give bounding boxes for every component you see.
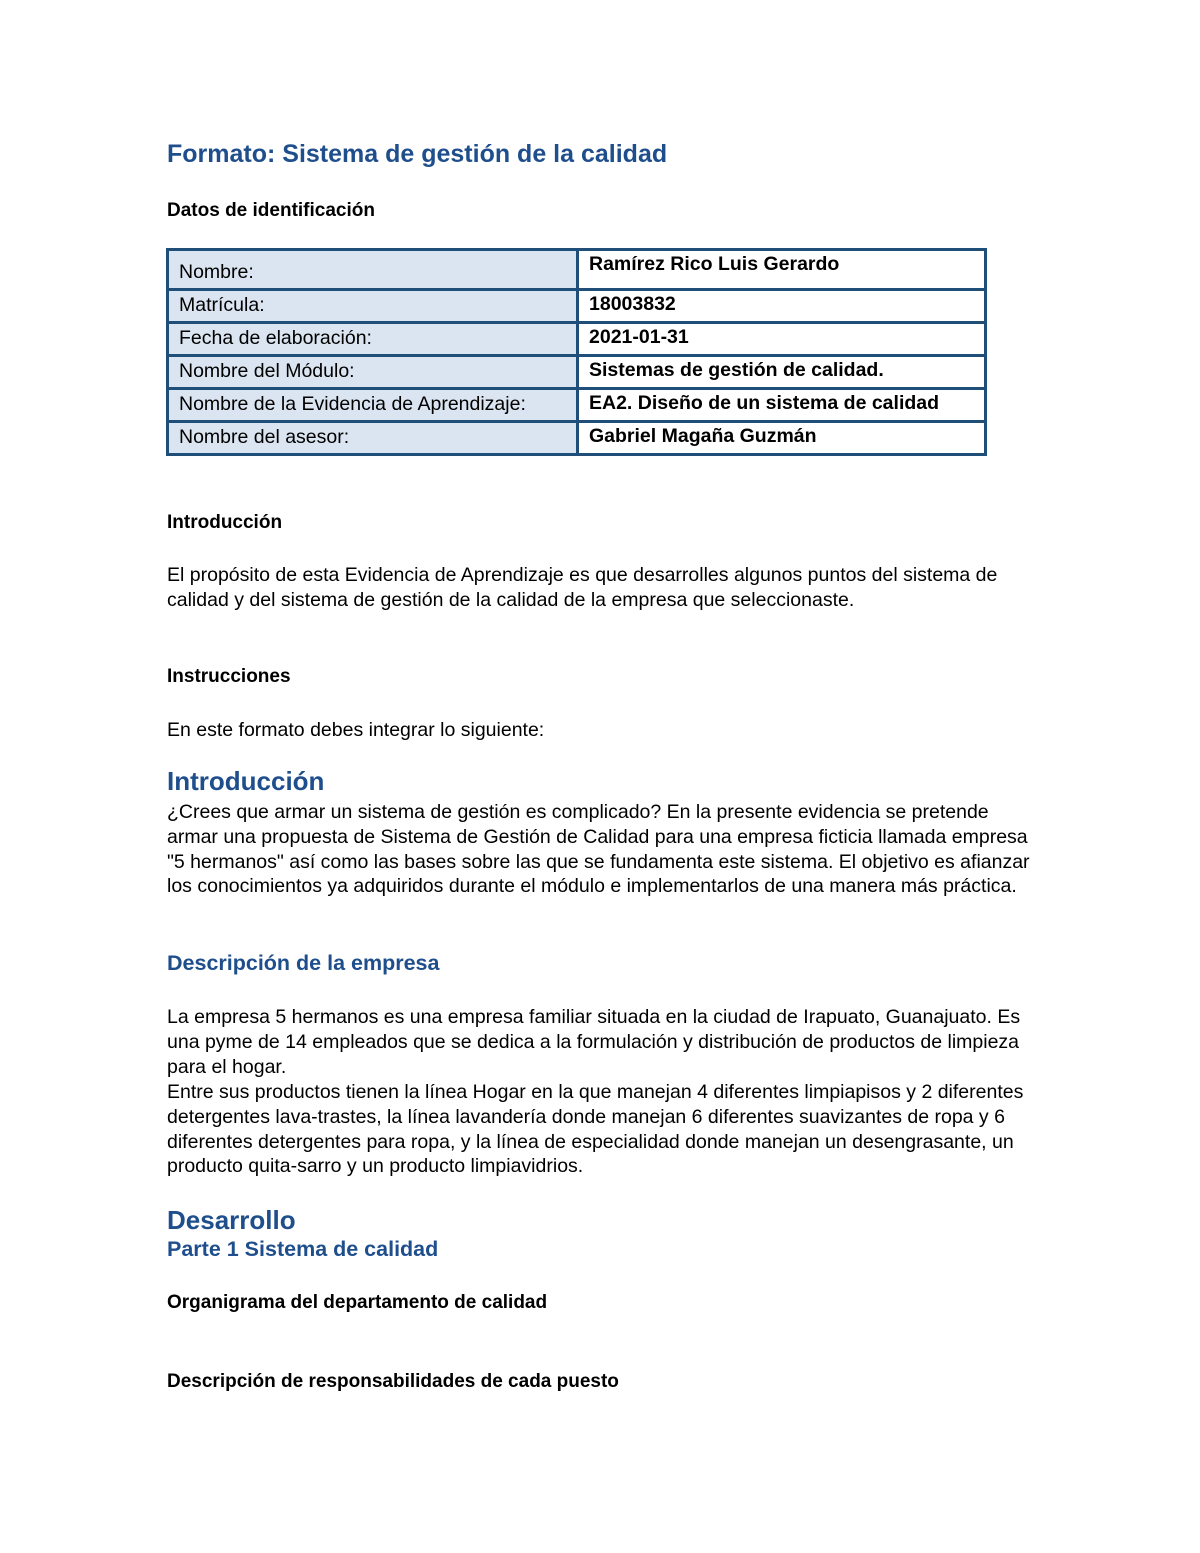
table-row	[168, 356, 986, 389]
table-value-cell: Gabriel Magaña Guzmán	[578, 422, 986, 455]
table-row	[168, 250, 986, 290]
table-row	[168, 323, 986, 356]
table-label-cell: Matrícula:	[168, 290, 578, 323]
company-paragraph-2: Entre sus productos tienen la línea Hogar en la que manejan 4 diferentes limpiapisos y 2 diferentes detergentes lava-trastes, la línea lavandería donde manejan 6 diferentes suavizantes de ropa y 6 diferentes detergentes para ropa, y la línea de especialidad donde manejan un desengrasante, un producto quita-sarro y un producto limpiavidrios.	[167, 1081, 1024, 1178]
development-heading: Desarrollo	[167, 1205, 296, 1235]
table-label-cell: Nombre del Módulo:	[168, 356, 578, 389]
table-value-cell: EA2. Diseño de un sistema de calidad	[578, 389, 986, 422]
identification-table	[166, 248, 987, 456]
instructions-text: En este formato debes integrar lo siguiente:	[167, 719, 545, 741]
table-row	[168, 389, 986, 422]
company-heading: Descripción de la empresa	[167, 951, 440, 975]
table-label-cell: Nombre de la Evidencia de Aprendizaje:	[168, 389, 578, 422]
part1-heading: Parte 1 Sistema de calidad	[167, 1237, 439, 1261]
intro-body: ¿Crees que armar un sistema de gestión es complicado? En la presente evidencia se pretende armar una propuesta de Sistema de Gestión de Calidad para una empresa ficticia llamada empresa "5 hermanos" así como las bases sobre las que se fundamenta este sistema. El objetivo es afianzar los conocimientos ya adquiridos durante el módulo e implementarlos de una manera más práctica.	[167, 801, 1030, 898]
org-chart-label: Organigrama del departamento de calidad	[167, 1292, 548, 1313]
table-value-cell: 18003832	[578, 290, 986, 323]
table-row	[168, 422, 986, 455]
company-paragraph-1: La empresa 5 hermanos es una empresa familiar situada en la ciudad de Irapuato, Guanajuato. Es una pyme de 14 empleados que se dedica a la formulación y distribución de productos de limpieza para el hogar.	[167, 1006, 1021, 1078]
table-label-cell: Fecha de elaboración:	[168, 323, 578, 356]
intro-heading: Introducción	[167, 766, 325, 796]
table-value-cell: 2021-01-31	[578, 323, 986, 356]
table-label-cell: Nombre:	[168, 250, 578, 290]
responsibilities-label: Descripción de responsabilidades de cada puesto	[167, 1371, 619, 1392]
table-value-cell: Ramírez Rico Luis Gerardo	[578, 250, 986, 290]
intro-label: Introducción	[167, 512, 283, 533]
instructions-label: Instrucciones	[167, 666, 291, 687]
table-row	[168, 290, 986, 323]
table-label-cell: Nombre del asesor:	[168, 422, 578, 455]
document-title: Formato: Sistema de gestión de la calidad	[167, 140, 668, 168]
intro-text: El propósito de esta Evidencia de Aprendizaje es que desarrolles algunos puntos del sistema de calidad y del sistema de gestión de la calidad de la empresa que seleccionaste.	[167, 564, 998, 611]
table-value-cell: Sistemas de gestión de calidad.	[578, 356, 986, 389]
identification-heading: Datos de identificación	[167, 200, 375, 221]
